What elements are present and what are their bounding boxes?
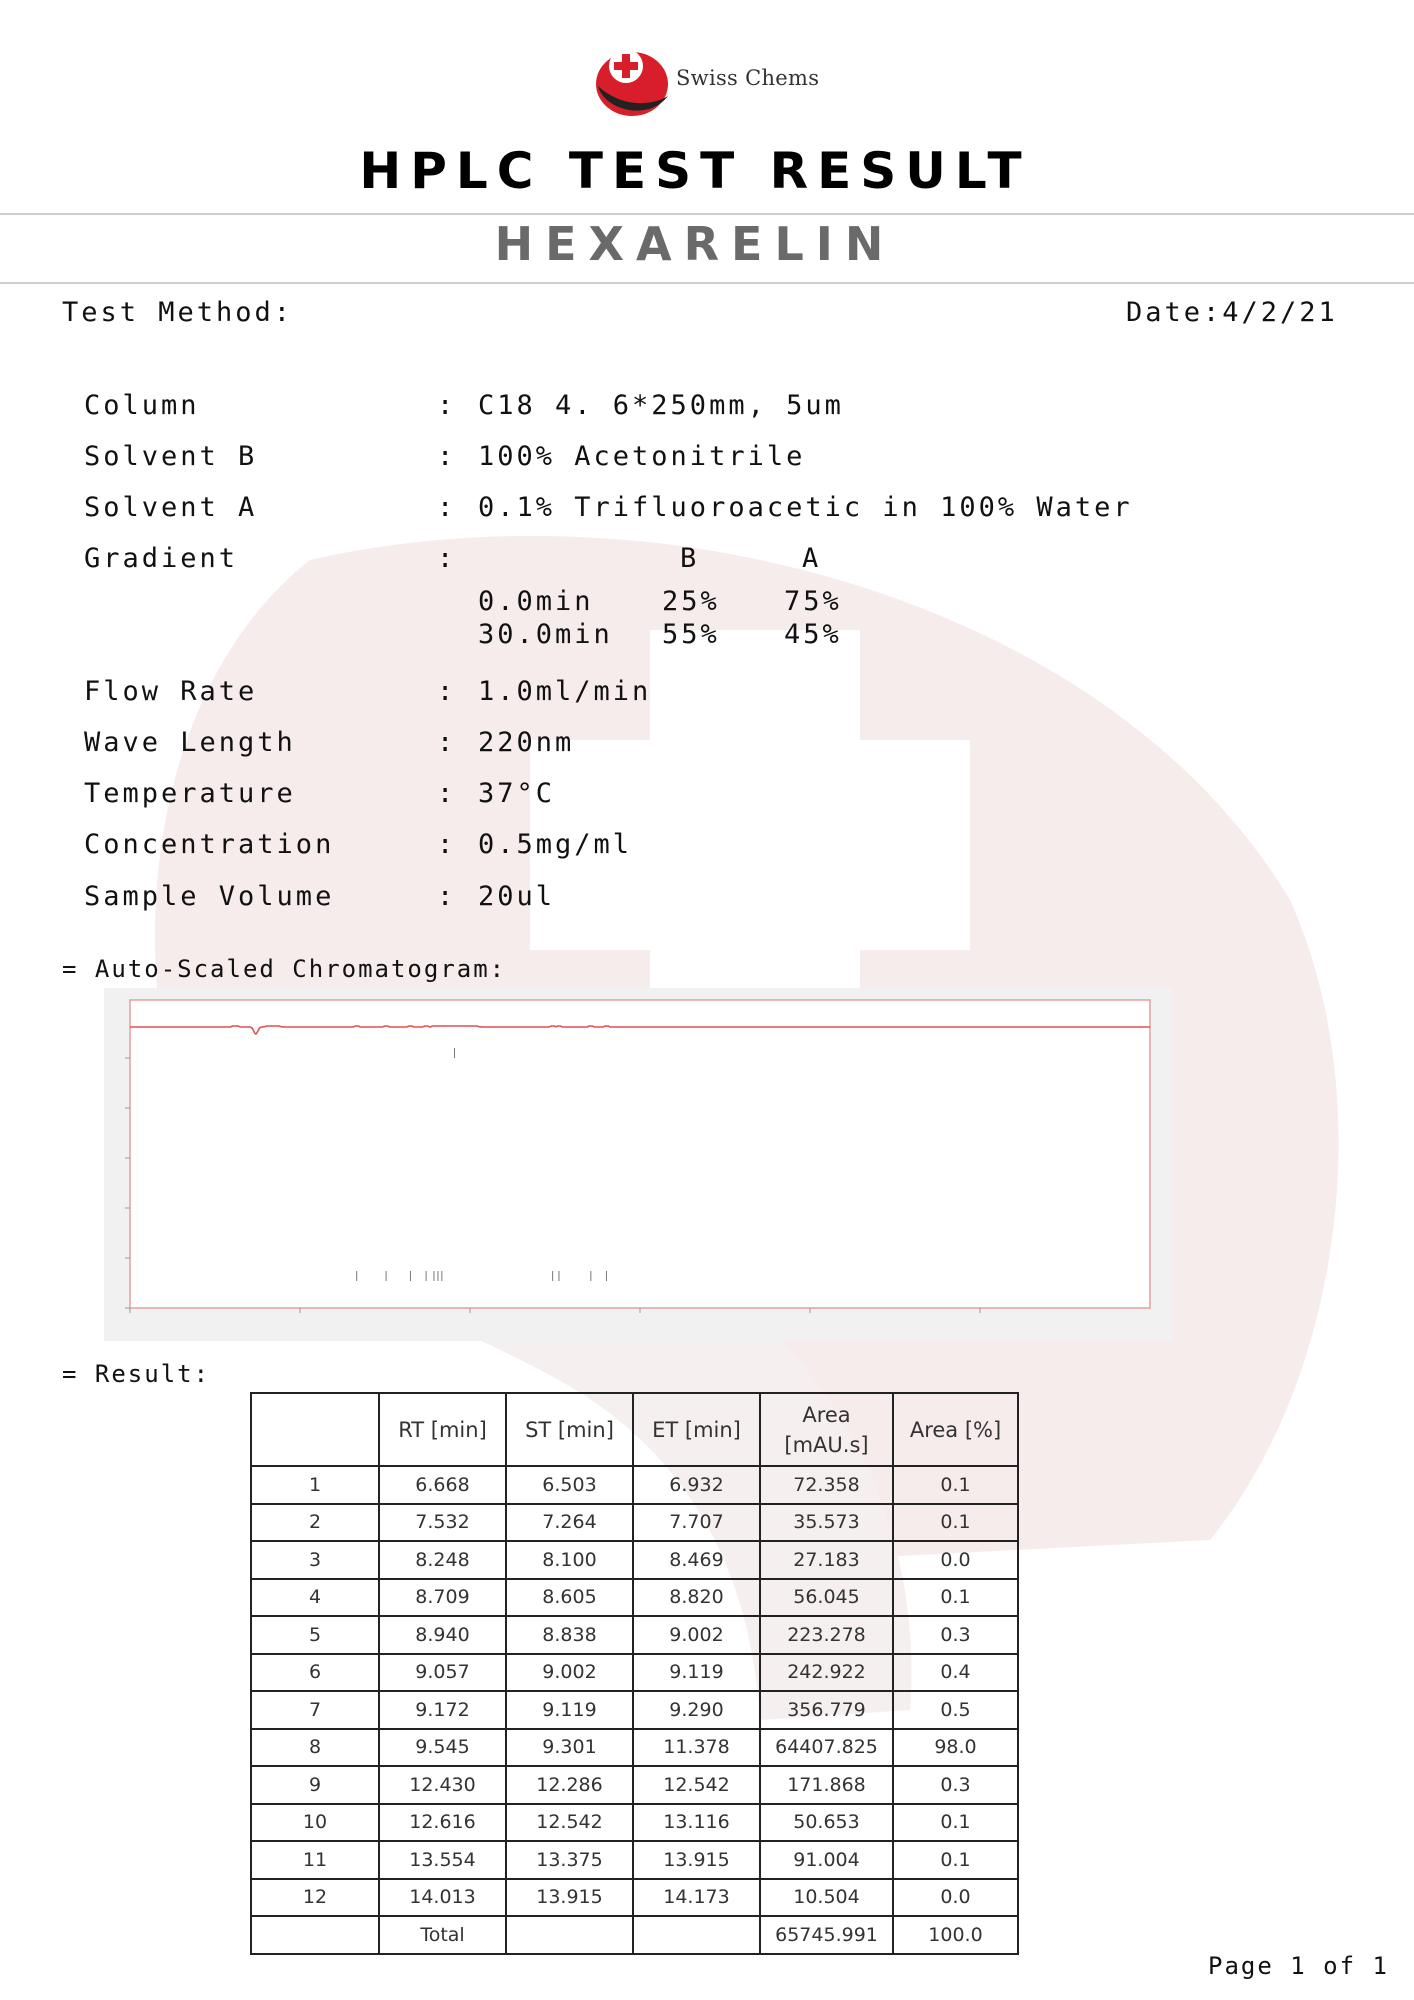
table-row [251,1879,1018,1917]
rt-value: 13.554 [379,1841,506,1879]
table-row [251,1691,1018,1729]
header-area-percent: Area [%] [893,1393,1018,1466]
chromatogram [104,988,1172,1341]
peak-number: 6 [251,1654,379,1692]
header-peak [251,1393,379,1466]
rt-value: 8.248 [379,1541,506,1579]
rt-value: 6.668 [379,1466,506,1504]
product-name: HEXARELIN [494,217,896,271]
table-row [251,1841,1018,1879]
param-value-solvent-b: 100% Acetonitrile [478,441,806,472]
param-label-gradient: Gradient [84,543,239,574]
area-value: 10.504 [760,1879,893,1917]
title-divider [0,213,1414,215]
param-colon: : [437,441,457,472]
table-total-row [251,1916,1018,1954]
table-row [251,1804,1018,1842]
gradient-time: 30.0min [478,619,613,650]
peak-number: 10 [251,1804,379,1842]
result-label: = Result: [62,1360,211,1388]
chromatogram-svg [104,988,1172,1341]
table-row [251,1766,1018,1804]
gradient-header-a: A [802,543,822,574]
et-value: 9.119 [633,1654,760,1692]
peak-number [251,1916,379,1954]
et-value: 9.290 [633,1691,760,1729]
param-colon: : [437,829,457,860]
st-value: 12.286 [506,1766,633,1804]
chromatogram-label: = Auto-Scaled Chromatogram: [62,955,507,983]
et-value: 14.173 [633,1879,760,1917]
table-row [251,1541,1018,1579]
et-value: 9.002 [633,1616,760,1654]
page-title: HPLC TEST RESULT [359,142,1031,200]
table-row [251,1579,1018,1617]
gradient-header-b: B [680,543,700,574]
param-value-temperature: 37°C [478,778,556,809]
table-row [251,1654,1018,1692]
area-value: 64407.825 [760,1729,893,1767]
rt-value: 8.940 [379,1616,506,1654]
st-value: 8.100 [506,1541,633,1579]
peak-number: 9 [251,1766,379,1804]
area-value: 65745.991 [760,1916,893,1954]
param-label-sample-volume: Sample Volume [84,881,335,912]
st-value: 9.002 [506,1654,633,1692]
peak-number: 11 [251,1841,379,1879]
param-value-sample-volume: 20ul [478,881,556,912]
area-percent-value: 0.3 [893,1616,1018,1654]
param-value-flow-rate: 1.0ml/min [478,676,652,707]
param-label-solvent-a: Solvent A [84,492,258,523]
peak-number: 8 [251,1729,379,1767]
et-value: 12.542 [633,1766,760,1804]
header-st: ST [min] [506,1393,633,1466]
header-rt: RT [min] [379,1393,506,1466]
param-label-temperature: Temperature [84,778,296,809]
param-label-solvent-b: Solvent B [84,441,258,472]
gradient-a-value: 75% [784,586,842,617]
st-value: 9.301 [506,1729,633,1767]
param-colon: : [437,881,457,912]
st-value: 9.119 [506,1691,633,1729]
st-value: 8.838 [506,1616,633,1654]
st-value: 13.915 [506,1879,633,1917]
area-percent-value: 0.1 [893,1466,1018,1504]
param-colon: : [437,778,457,809]
area-value: 35.573 [760,1504,893,1542]
param-colon: : [437,492,457,523]
area-value: 223.278 [760,1616,893,1654]
peak-number: 4 [251,1579,379,1617]
table-body [251,1466,1018,1954]
peak-number: 7 [251,1691,379,1729]
rt-value: 12.430 [379,1766,506,1804]
et-value: 8.820 [633,1579,760,1617]
test-date: Date:4/2/21 [1126,297,1338,328]
brand-logo-icon [592,40,672,120]
param-colon: : [437,543,457,574]
gradient-b-value: 25% [662,586,720,617]
et-value: 13.116 [633,1804,760,1842]
area-value: 91.004 [760,1841,893,1879]
rt-value: Total [379,1916,506,1954]
param-colon: : [437,676,457,707]
param-value-column: C18 4. 6*250mm, 5um [478,390,844,421]
et-value: 8.469 [633,1541,760,1579]
rt-value: 9.057 [379,1654,506,1692]
area-percent-value: 0.1 [893,1579,1018,1617]
rt-value: 8.709 [379,1579,506,1617]
area-value: 56.045 [760,1579,893,1617]
area-percent-value: 0.0 [893,1541,1018,1579]
area-percent-value: 0.5 [893,1691,1018,1729]
area-value: 171.868 [760,1766,893,1804]
et-value: 6.932 [633,1466,760,1504]
area-value: 50.653 [760,1804,893,1842]
area-percent-value: 0.1 [893,1504,1018,1542]
peak-number: 12 [251,1879,379,1917]
st-value [506,1916,633,1954]
st-value: 6.503 [506,1466,633,1504]
gradient-time: 0.0min [478,586,594,617]
area-percent-value: 0.0 [893,1879,1018,1917]
param-label-column: Column [84,390,200,421]
param-value-concentration: 0.5mg/ml [478,829,633,860]
table-row [251,1504,1018,1542]
param-value-solvent-a: 0.1% Trifluoroacetic in 100% Water [478,492,1133,523]
area-value: 242.922 [760,1654,893,1692]
param-colon: : [437,727,457,758]
area-percent-value: 100.0 [893,1916,1018,1954]
et-value [633,1916,760,1954]
page-number: Page 1 of 1 [1208,1952,1389,1980]
area-value: 356.779 [760,1691,893,1729]
rt-value: 14.013 [379,1879,506,1917]
rt-value: 12.616 [379,1804,506,1842]
param-label-flow-rate: Flow Rate [84,676,258,707]
param-value-wave-length: 220nm [478,727,575,758]
st-value: 13.375 [506,1841,633,1879]
table-row [251,1729,1018,1767]
subtitle-divider [0,282,1414,284]
plot-area [130,1000,1150,1308]
rt-value: 7.532 [379,1504,506,1542]
param-colon: : [437,390,457,421]
peak-number: 5 [251,1616,379,1654]
table-header-row [251,1393,1018,1466]
area-percent-value: 0.3 [893,1766,1018,1804]
param-label-wave-length: Wave Length [84,727,296,758]
brand-name: Swiss Chems [676,66,820,90]
gradient-a-value: 45% [784,619,842,650]
table-row [251,1616,1018,1654]
peak-number: 2 [251,1504,379,1542]
peak-number: 1 [251,1466,379,1504]
st-value: 8.605 [506,1579,633,1617]
header-et: ET [min] [633,1393,760,1466]
table-row [251,1466,1018,1504]
area-value: 72.358 [760,1466,893,1504]
area-percent-value: 98.0 [893,1729,1018,1767]
et-value: 11.378 [633,1729,760,1767]
area-percent-value: 0.1 [893,1804,1018,1842]
et-value: 13.915 [633,1841,760,1879]
st-value: 12.542 [506,1804,633,1842]
rt-value: 9.172 [379,1691,506,1729]
et-value: 7.707 [633,1504,760,1542]
test-method-label: Test Method: [62,297,294,328]
results-table [250,1392,1019,1955]
header-area: Area [mAU.s] [760,1393,893,1466]
peak-number: 3 [251,1541,379,1579]
area-percent-value: 0.1 [893,1841,1018,1879]
st-value: 7.264 [506,1504,633,1542]
param-label-concentration: Concentration [84,829,335,860]
area-value: 27.183 [760,1541,893,1579]
area-percent-value: 0.4 [893,1654,1018,1692]
rt-value: 9.545 [379,1729,506,1767]
gradient-b-value: 55% [662,619,720,650]
